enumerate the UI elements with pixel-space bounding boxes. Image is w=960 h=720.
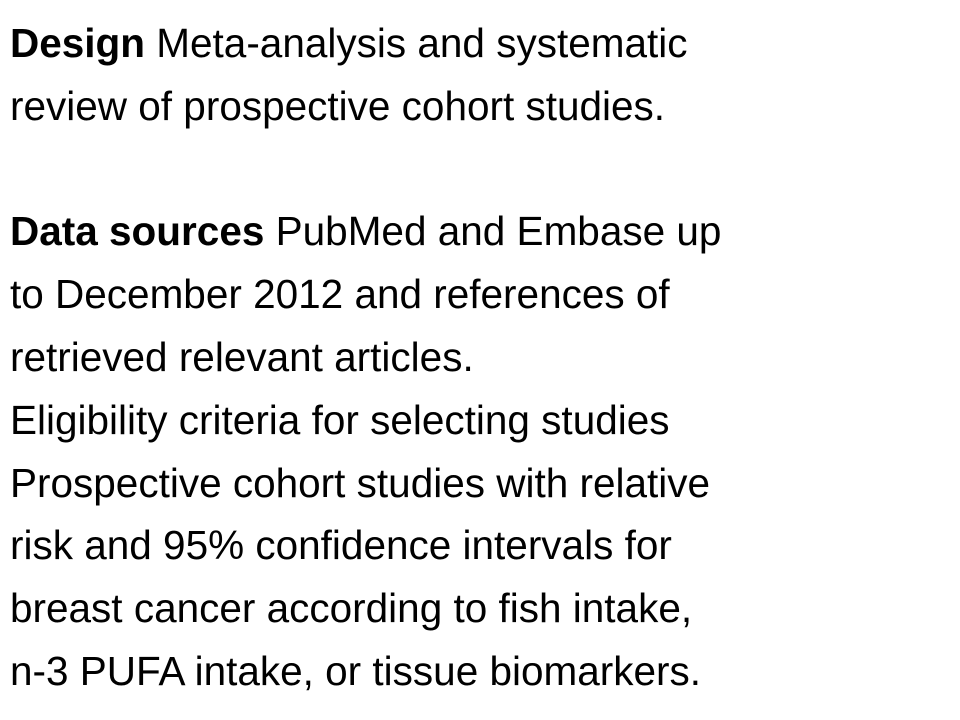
design-line-1 — [10, 12, 955, 75]
eligibility-line-5: n-3 PUFA intake, or tissue biomarkers. — [10, 647, 702, 694]
design-text-1: Meta-analysis and systematic — [145, 20, 688, 66]
slide-text-body — [10, 12, 955, 703]
paragraph-spacer — [10, 138, 955, 201]
data-sources-label: Data sources — [10, 208, 265, 255]
eligibility-line-4: breast cancer according to fish intake, — [10, 585, 693, 632]
eligibility-line-3: risk and 95% confidence intervals for — [10, 522, 672, 569]
eligibility-line-1: Eligibility criteria for selecting studies — [10, 396, 670, 443]
data-sources-line-1 — [10, 200, 955, 263]
eligibility-line-2: Prospective cohort studies with relative — [10, 459, 711, 506]
design-label: Design — [10, 20, 146, 66]
data-sources-line-2: to December 2012 and references of — [10, 271, 670, 318]
design-line-2: review of prospective cohort studies. — [10, 82, 666, 129]
data-sources-line-3: retrieved relevant articles. — [10, 333, 474, 380]
data-sources-text-1: PubMed and Embase up — [264, 208, 722, 255]
